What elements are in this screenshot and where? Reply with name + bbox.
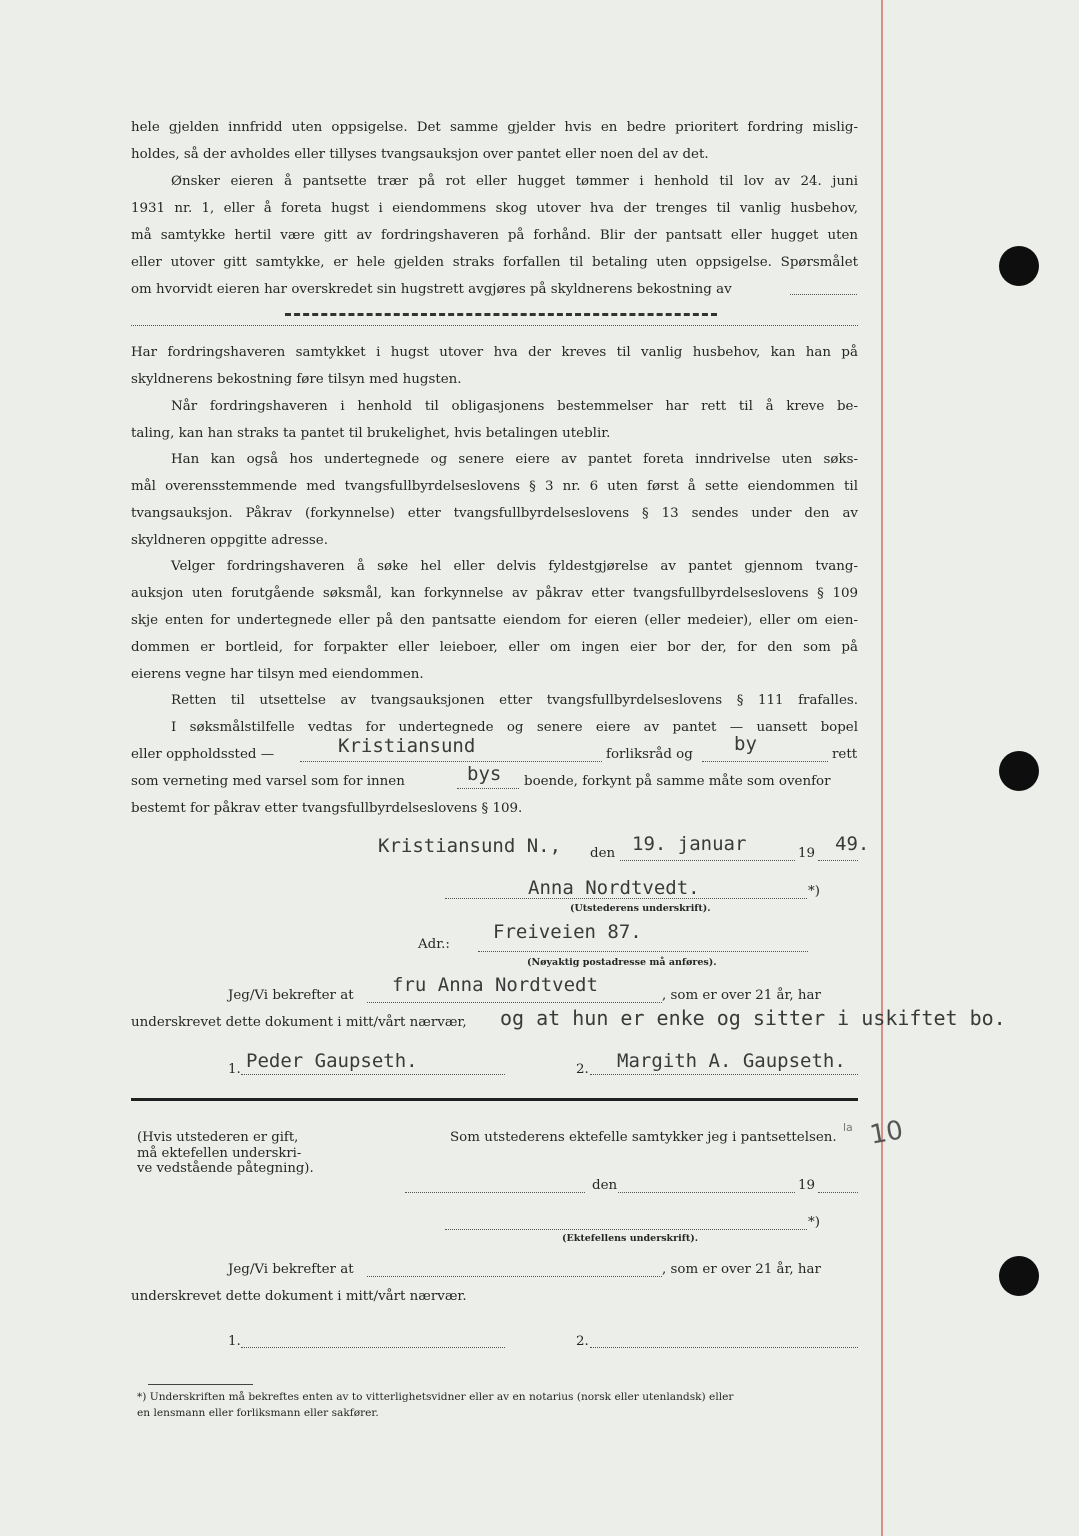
witness2-suffix: , som er over 21 år, har — [662, 1262, 821, 1277]
venue-prefix: eller oppholdssted — — [131, 747, 275, 762]
witness1-suffix: , som er over 21 år, har — [662, 988, 821, 1003]
body-line: hele gjelden innfridd uten oppsigelse. Det samme gjelder hvis en bedre prioritert fordring mislig- — [131, 120, 858, 135]
body-line: 1931 nr. 1, eller å foreta hugst i eiendommens skog utover hva der trenges til vanlig husbehov, — [131, 201, 858, 216]
venue-line2-prefix: som verneting med varsel som for innen — [131, 774, 405, 789]
witness1-num2: 2. — [576, 1062, 589, 1077]
witness2-prefix: Jeg/Vi bekrefter at — [228, 1262, 354, 1277]
witness1-signature1: Peder Gaupseth. — [246, 1050, 418, 1072]
issuer-address: Freiveien 87. — [493, 921, 642, 943]
witness1-num1: 1. — [228, 1062, 241, 1077]
fill-line — [618, 1192, 795, 1193]
witness1-prefix: Jeg/Vi bekrefter at — [228, 988, 354, 1003]
witness1-signature2: Margith A. Gaupseth. — [617, 1050, 846, 1072]
body-line: dommen er bortleid, for forpakter eller leieboer, eller om ingen eier bor der, for den som på — [131, 640, 858, 655]
date-year: 49. — [835, 833, 870, 855]
witness1-typed-note: og at hun er enke og sitter i uskiftet bo. — [500, 1006, 1006, 1030]
fill-line — [590, 1074, 858, 1075]
body-line: holdes, så der avholdes eller tillyses tvangsauksjon over pantet eller noen del av det. — [131, 147, 709, 162]
struck-dash-line — [285, 313, 717, 316]
venue-suffix: rett — [832, 747, 858, 762]
fill-line — [241, 1074, 505, 1075]
issuer-caption: (Utstederens underskrift). — [570, 903, 711, 914]
issuer-marker: *) — [808, 884, 820, 899]
date-value: 19. januar — [632, 833, 747, 855]
venue-place: Kristiansund — [338, 735, 476, 757]
fill-line — [702, 761, 828, 762]
body-line: mål overensstemmende med tvangsfullbyrdelseslovens § 3 nr. 6 uten først å sette eiendommen til — [131, 479, 858, 494]
body-line: Han kan også hos undertegnede og senere eiere av pantet foreta inndrivelse uten søks- — [171, 452, 858, 467]
body-line: eller utover gitt samtykke, er hele gjelden straks forfallen til betaling uten oppsigelse. Spørsmålet — [131, 255, 858, 270]
punch-hole — [999, 246, 1039, 286]
footnote-line: *) Underskriften må bekreftes enten av to vitterlighetsvidner eller av en notarius (norsk eller utenlandsk) eller — [137, 1391, 734, 1403]
handwritten-mark: 10 — [867, 1115, 906, 1151]
fill-line — [457, 788, 519, 789]
venue-mid: forliksråd og — [606, 747, 693, 762]
fill-line — [367, 1002, 662, 1003]
body-line: skyldneren oppgitte adresse. — [131, 533, 328, 548]
fill-line — [300, 761, 602, 762]
punch-hole — [999, 1256, 1039, 1296]
footnote-line: en lensmann eller forliksmann eller sakfører. — [137, 1407, 379, 1419]
footnote-rule — [148, 1384, 253, 1385]
fill-line — [241, 1347, 505, 1348]
body-line: om hvorvidt eieren har overskredet sin hugstrett avgjøres på skyldnerens bekostning av — [131, 282, 732, 297]
fill-line — [818, 860, 858, 861]
body-line: skje enten for undertegnede eller på den pantsatte eiendom for eieren (eller medeier), eller om eien- — [131, 613, 858, 628]
venue-line2-suffix: boende, forkynt på samme måte som ovenfor — [524, 774, 831, 789]
section-divider — [131, 1098, 858, 1101]
fill-line — [367, 1276, 662, 1277]
witness2-line2: underskrevet dette dokument i mitt/vårt nærvær. — [131, 1289, 467, 1304]
punch-hole — [999, 751, 1039, 791]
witness2-num2: 2. — [576, 1334, 589, 1349]
body-line: I søksmålstilfelle vedtas for undertegnede og senere eiere av pantet — uansett bopel — [171, 720, 858, 735]
body-line: auksjon uten forutgående søksmål, kan forkynnelse av påkrav etter tvangsfullbyrdelseslovens § 109 — [131, 586, 858, 601]
body-line: Ønsker eieren å pantsette trær på rot eller hugget tømmer i henhold til lov av 24. juni — [171, 174, 858, 189]
fill-line — [590, 1347, 858, 1348]
spouse-marker: *) — [808, 1215, 820, 1230]
body-line: Har fordringshaveren samtykket i hugst utover hva der kreves til vanlig husbehov, kan han på — [131, 345, 858, 360]
spouse-side-note: (Hvis utstederen er gift, må ektefellen underskri- ve vedstående påtegning). — [137, 1130, 314, 1176]
witness1-name: fru Anna Nordtvedt — [392, 974, 598, 996]
date-place: Kristiansund N., — [378, 835, 562, 857]
body-line: må samtykke hertil være gitt av fordringshaveren på forhånd. Blir der pantsatt eller hugget uten — [131, 228, 858, 243]
body-line: eierens vegne har tilsyn med eiendommen. — [131, 667, 424, 682]
body-line: Velger fordringshaveren å søke hel eller delvis fyldestgjørelse av pantet gjennom tvang- — [171, 559, 858, 574]
fill-line — [131, 325, 858, 326]
venue-line2-fill: bys — [467, 763, 502, 785]
venue-line3: bestemt for påkrav etter tvangsfullbyrdelseslovens § 109. — [131, 801, 523, 816]
spouse-den: den — [592, 1178, 618, 1193]
spouse-consent: Som utstederens ektefelle samtykker jeg i pantsettelsen. — [450, 1130, 837, 1145]
date-year-prefix: 19 — [798, 846, 816, 861]
body-line: taling, kan han straks ta pantet til brukelighet, hvis betalingen uteblir. — [131, 426, 611, 441]
fill-line — [818, 1192, 858, 1193]
fill-line — [620, 860, 795, 861]
spouse-year-prefix: 19 — [798, 1178, 816, 1193]
date-den: den — [590, 846, 616, 861]
handwritten-initials: la — [843, 1121, 853, 1134]
address-label: Adr.: — [418, 937, 450, 952]
witness2-num1: 1. — [228, 1334, 241, 1349]
body-line: skyldnerens bekostning føre tilsyn med hugsten. — [131, 372, 462, 387]
venue-court: by — [734, 733, 757, 755]
fill-line — [445, 1229, 807, 1230]
spouse-caption: (Ektefellens underskrift). — [562, 1233, 699, 1244]
fill-line — [478, 951, 808, 952]
fill-line — [405, 1192, 585, 1193]
address-caption: (Nøyaktig postadresse må anføres). — [527, 957, 717, 968]
body-line: Når fordringshaveren i henhold til obligasjonens bestemmelser har rett til å kreve be- — [171, 399, 858, 414]
issuer-name: Anna Nordtvedt. — [528, 877, 700, 899]
red-margin-line — [881, 0, 883, 1536]
witness1-line2: underskrevet dette dokument i mitt/vårt nærvær, — [131, 1015, 467, 1030]
fill-line — [790, 294, 857, 295]
body-line: tvangsauksjon. Påkrav (forkynnelse) etter tvangsfullbyrdelseslovens § 13 sendes under den av — [131, 506, 858, 521]
body-line: Retten til utsettelse av tvangsauksjonen etter tvangsfullbyrdelseslovens § 111 frafalles. — [171, 693, 858, 708]
